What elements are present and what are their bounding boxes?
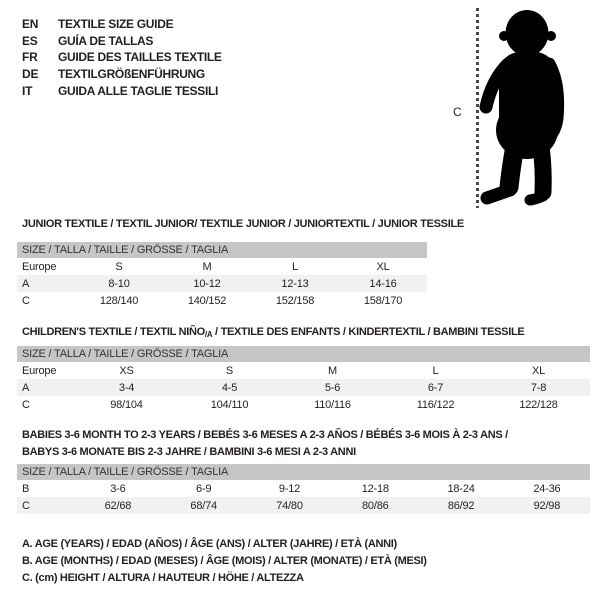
table-cell: L — [432, 364, 439, 377]
table-row — [17, 497, 590, 514]
junior-size-table — [17, 242, 427, 309]
table-cell: 9-12 — [278, 482, 301, 495]
table-cell: 3-6 — [110, 482, 126, 495]
table-cell: 5-6 — [324, 381, 341, 394]
note-age-months: B. AGE (MONTHS) / EDAD (MESES) / ÂGE (MOIS) / ALTER (MONATE) / ETÀ (MESI) — [22, 555, 427, 567]
children-section-title — [22, 324, 524, 343]
table-cell: 14-16 — [369, 277, 397, 290]
table-cell: 98/104 — [110, 398, 143, 411]
language-row — [22, 49, 222, 66]
children-title-part2: / TEXTILE DES ENFANTS / KINDERTEXTIL / BAMBINI TESSILE — [212, 326, 525, 338]
babies-title-line2: BABYS 3-6 MONATE BIS 2-3 JAHRE / BAMBINI 3-6 MESI A 2-3 ANNI — [22, 446, 356, 458]
size-header-band — [17, 464, 590, 480]
table-row — [17, 396, 590, 413]
table-cell: 62/68 — [104, 499, 132, 512]
table-cell: S — [115, 260, 123, 273]
language-row — [22, 33, 222, 50]
table-cell: 6-9 — [196, 482, 212, 495]
table-cell: 8-10 — [108, 277, 130, 290]
row-label: C — [22, 294, 30, 307]
junior-section-title: JUNIOR TEXTILE / TEXTIL JUNIOR/ TEXTILE JUNIOR / JUNIORTEXTIL / JUNIOR TESSILE — [22, 218, 464, 230]
table-cell: XL — [531, 364, 546, 377]
table-cell: 104/110 — [210, 398, 249, 411]
table-row — [17, 292, 427, 309]
table-row — [17, 258, 427, 275]
note-height-cm: C. (cm) HEIGHT / ALTURA / HAUTEUR / HÖHE / ALTEZZA — [22, 572, 304, 584]
language-title: GUÍA DE TALLAS — [58, 33, 154, 48]
table-cell: 74/80 — [276, 499, 303, 512]
row-label: C — [22, 398, 30, 411]
table-row — [17, 379, 590, 396]
table-cell: 152/158 — [275, 294, 315, 307]
table-cell: XL — [376, 260, 390, 273]
row-label: A — [22, 277, 30, 290]
table-cell: 12-18 — [361, 482, 389, 495]
size-header-label: SIZE / TALLA / TAILLE / GRÖSSE / TAGLIA — [22, 244, 229, 256]
size-header-band — [17, 346, 590, 362]
table-cell: 80/86 — [362, 499, 389, 512]
table-cell: 10-12 — [193, 277, 221, 290]
babies-title-line1: BABIES 3-6 MONTH TO 2-3 YEARS / BEBÉS 3-6 MESES A 2-3 AÑOS / BÉBÉS 3-6 MOIS À 2-3 ANS / — [22, 429, 508, 441]
table-cell: 24-36 — [533, 482, 561, 495]
table-cell: 128/140 — [99, 294, 139, 307]
table-cell: 6-7 — [427, 381, 444, 394]
table-cell: 110/116 — [314, 398, 351, 411]
table-cell: 158/170 — [363, 294, 403, 307]
table-cell: XS — [119, 364, 134, 377]
row-label: C — [22, 499, 30, 512]
table-cell: 86/92 — [447, 499, 475, 512]
children-title-subscript: /A — [204, 330, 213, 339]
language-code: ES — [22, 33, 38, 48]
table-cell: 3-4 — [118, 381, 135, 394]
table-cell: 122/128 — [519, 398, 558, 411]
language-row — [22, 66, 222, 83]
row-label: Europe — [22, 260, 57, 273]
language-title: TEXTILGRÖßENFÜHRUNG — [58, 67, 205, 82]
babies-size-table — [17, 464, 590, 514]
language-code: DE — [22, 67, 39, 82]
legend-notes — [22, 536, 427, 587]
children-title-part1: CHILDREN'S TEXTILE / TEXTIL NIÑO — [22, 326, 205, 338]
babies-section-title — [22, 427, 508, 461]
language-code: IT — [22, 83, 33, 98]
table-cell: 12-13 — [281, 277, 309, 290]
size-header-label: SIZE / TALLA / TAILLE / GRÖSSE / TAGLIA — [22, 466, 229, 478]
table-cell: S — [225, 364, 234, 377]
standing-baby-silhouette-icon — [478, 8, 574, 207]
language-title: TEXTILE SIZE GUIDE — [58, 17, 174, 32]
children-size-table — [17, 346, 590, 413]
size-header-label: SIZE / TALLA / TAILLE / GRÖSSE / TAGLIA — [22, 348, 229, 360]
size-header-band — [17, 242, 427, 258]
note-age-years: A. AGE (YEARS) / EDAD (AÑOS) / ÂGE (ANS) / ALTER (JAHRE) / ETÀ (ANNI) — [22, 538, 397, 550]
table-cell: 18-24 — [447, 482, 475, 495]
table-cell: 7-8 — [530, 381, 547, 394]
table-row — [17, 480, 590, 497]
table-cell: 116/122 — [416, 398, 455, 411]
language-title: GUIDA ALLE TAGLIE TESSILI — [58, 83, 219, 98]
language-title-list — [22, 16, 222, 99]
height-marker-label: C — [453, 105, 462, 119]
table-cell: M — [202, 260, 212, 273]
table-cell: 68/74 — [190, 499, 217, 512]
row-label: A — [22, 381, 30, 394]
row-label: Europe — [22, 364, 57, 377]
language-row — [22, 16, 222, 33]
language-code: FR — [22, 50, 38, 65]
table-cell: M — [328, 364, 337, 377]
language-code: EN — [22, 17, 39, 32]
table-cell: L — [292, 260, 298, 273]
table-cell: 140/152 — [187, 294, 227, 307]
table-row — [17, 362, 590, 379]
table-cell: 4-5 — [221, 381, 238, 394]
row-label: B — [22, 482, 30, 495]
language-row — [22, 82, 222, 99]
table-cell: 92/98 — [533, 499, 561, 512]
language-title: GUIDE DES TAILLES TEXTILE — [58, 50, 222, 65]
table-row — [17, 275, 427, 292]
